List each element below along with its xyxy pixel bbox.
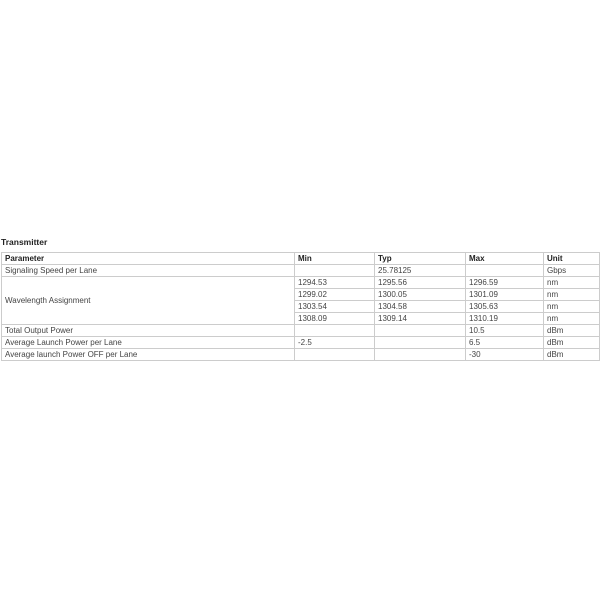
cell-max	[466, 265, 544, 277]
cell-min	[295, 265, 375, 277]
cell-parameter: Wavelength Assignment	[2, 277, 295, 325]
cell-unit: nm	[544, 301, 600, 313]
cell-typ	[375, 337, 466, 349]
cell-min: 1308.09	[295, 313, 375, 325]
cell-max: 1310.19	[466, 313, 544, 325]
cell-unit: dBm	[544, 337, 600, 349]
header-typ: Typ	[375, 253, 466, 265]
cell-parameter: Average Launch Power per Lane	[2, 337, 295, 349]
cell-unit: Gbps	[544, 265, 600, 277]
cell-max: -30	[466, 349, 544, 361]
cell-typ	[375, 349, 466, 361]
cell-typ: 1304.58	[375, 301, 466, 313]
section-title: Transmitter	[1, 237, 48, 247]
cell-typ: 1309.14	[375, 313, 466, 325]
cell-max: 10.5	[466, 325, 544, 337]
cell-typ: 1300.05	[375, 289, 466, 301]
header-max: Max	[466, 253, 544, 265]
table-row	[2, 265, 600, 277]
cell-min: -2.5	[295, 337, 375, 349]
cell-max: 1301.09	[466, 289, 544, 301]
transmitter-section	[1, 236, 599, 361]
cell-typ: 1295.56	[375, 277, 466, 289]
cell-parameter: Total Output Power	[2, 325, 295, 337]
cell-min: 1294.53	[295, 277, 375, 289]
cell-max: 1305.63	[466, 301, 544, 313]
cell-unit: nm	[544, 277, 600, 289]
cell-unit: nm	[544, 289, 600, 301]
table-row	[2, 325, 600, 337]
cell-min: 1303.54	[295, 301, 375, 313]
cell-max: 1296.59	[466, 277, 544, 289]
table-row	[2, 277, 600, 289]
cell-parameter: Signaling Speed per Lane	[2, 265, 295, 277]
cell-parameter: Average launch Power OFF per Lane	[2, 349, 295, 361]
cell-min	[295, 349, 375, 361]
header-min: Min	[295, 253, 375, 265]
cell-unit: nm	[544, 313, 600, 325]
cell-unit: dBm	[544, 325, 600, 337]
cell-unit: dBm	[544, 349, 600, 361]
header-parameter: Parameter	[2, 253, 295, 265]
table-row	[2, 337, 600, 349]
cell-min	[295, 325, 375, 337]
table-header-row	[2, 253, 600, 265]
transmitter-table	[1, 252, 600, 361]
cell-typ: 25.78125	[375, 265, 466, 277]
cell-typ	[375, 325, 466, 337]
header-unit: Unit	[544, 253, 600, 265]
cell-max: 6.5	[466, 337, 544, 349]
table-row	[2, 349, 600, 361]
cell-min: 1299.02	[295, 289, 375, 301]
